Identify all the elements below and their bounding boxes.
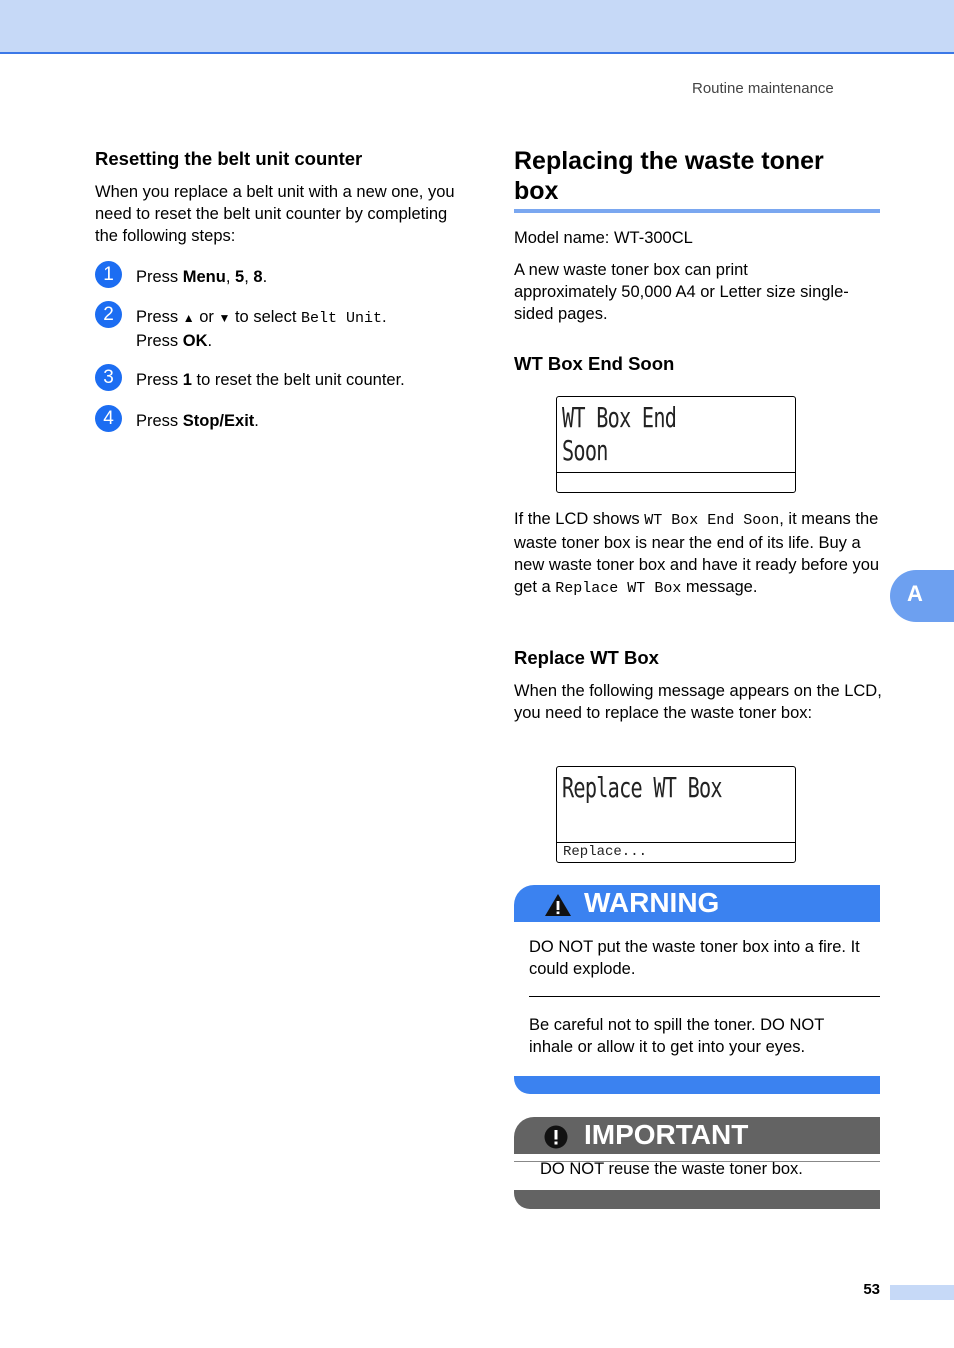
page-number: 53 (863, 1281, 880, 1298)
down-arrow-icon: ▼ (218, 311, 231, 325)
step-number-4: 4 (95, 405, 122, 432)
lcd-replace (556, 766, 796, 863)
title-rule (514, 209, 880, 213)
belt-counter-intro: When you replace a belt unit with a new one, you need to reset the belt unit counter by completing the following steps: (95, 183, 455, 245)
page-title: Replacing the waste toner box (514, 147, 824, 205)
lcd-end-soon-text: WT Box End Soon (562, 401, 677, 467)
chapter-tab (890, 570, 954, 622)
lcd-divider (557, 842, 795, 843)
step-number-1: 1 (95, 261, 122, 288)
step-number-2: 2 (95, 301, 122, 328)
capacity-text: A new waste toner box can print approximately 50,000 A4 or Letter size single-sided pages. (514, 261, 849, 323)
step-1-text: Press Menu, 5, 8. (136, 268, 268, 286)
step-3-text: Press 1 to reset the belt unit counter. (136, 371, 405, 389)
replace-heading: Replace WT Box (514, 647, 659, 668)
exclamation-circle-icon (544, 1125, 568, 1149)
page-number-bar (890, 1285, 954, 1300)
end-soon-description: If the LCD shows WT Box End Soon, it means the waste toner box is near the end of its life. Buy a new waste toner box and have it ready before you get a Replace WT Box message. (514, 510, 880, 597)
belt-counter-heading: Resetting the belt unit counter (95, 148, 363, 169)
running-header: Routine maintenance (692, 80, 834, 97)
model-name: Model name: WT-300CL (514, 229, 693, 247)
lcd-replace-subtext: Replace... (563, 844, 648, 860)
chapter-tab-letter: A (907, 581, 923, 606)
replace-description: When the following message appears on the LCD, you need to replace the waste toner box: (514, 682, 882, 722)
warning-item-2: Be careful not to spill the toner. DO NOT inhale or allow it to get into your eyes. (529, 1016, 825, 1056)
step-number-3: 3 (95, 364, 122, 391)
lcd-divider (557, 472, 795, 473)
end-soon-heading: WT Box End Soon (514, 353, 675, 374)
header-band (0, 0, 954, 54)
warning-divider (529, 996, 880, 997)
warning-label: WARNING (584, 887, 720, 918)
important-text: DO NOT reuse the waste toner box. (540, 1160, 803, 1178)
lcd-end-soon (556, 396, 796, 493)
important-header (514, 1117, 880, 1154)
important-footer (514, 1190, 880, 1209)
warning-item-1: DO NOT put the waste toner box into a fire. It could explode. (529, 938, 860, 978)
important-label: IMPORTANT (584, 1119, 749, 1150)
step-4-text: Press Stop/Exit. (136, 412, 259, 430)
up-arrow-icon: ▲ (182, 311, 195, 325)
lcd-replace-text: Replace WT Box (562, 771, 722, 804)
step-2-text: Press ▲ or ▼ to select Belt Unit. Press OK. (136, 308, 387, 350)
warning-header (514, 885, 880, 922)
warning-triangle-icon (544, 893, 572, 917)
warning-footer (514, 1076, 880, 1094)
